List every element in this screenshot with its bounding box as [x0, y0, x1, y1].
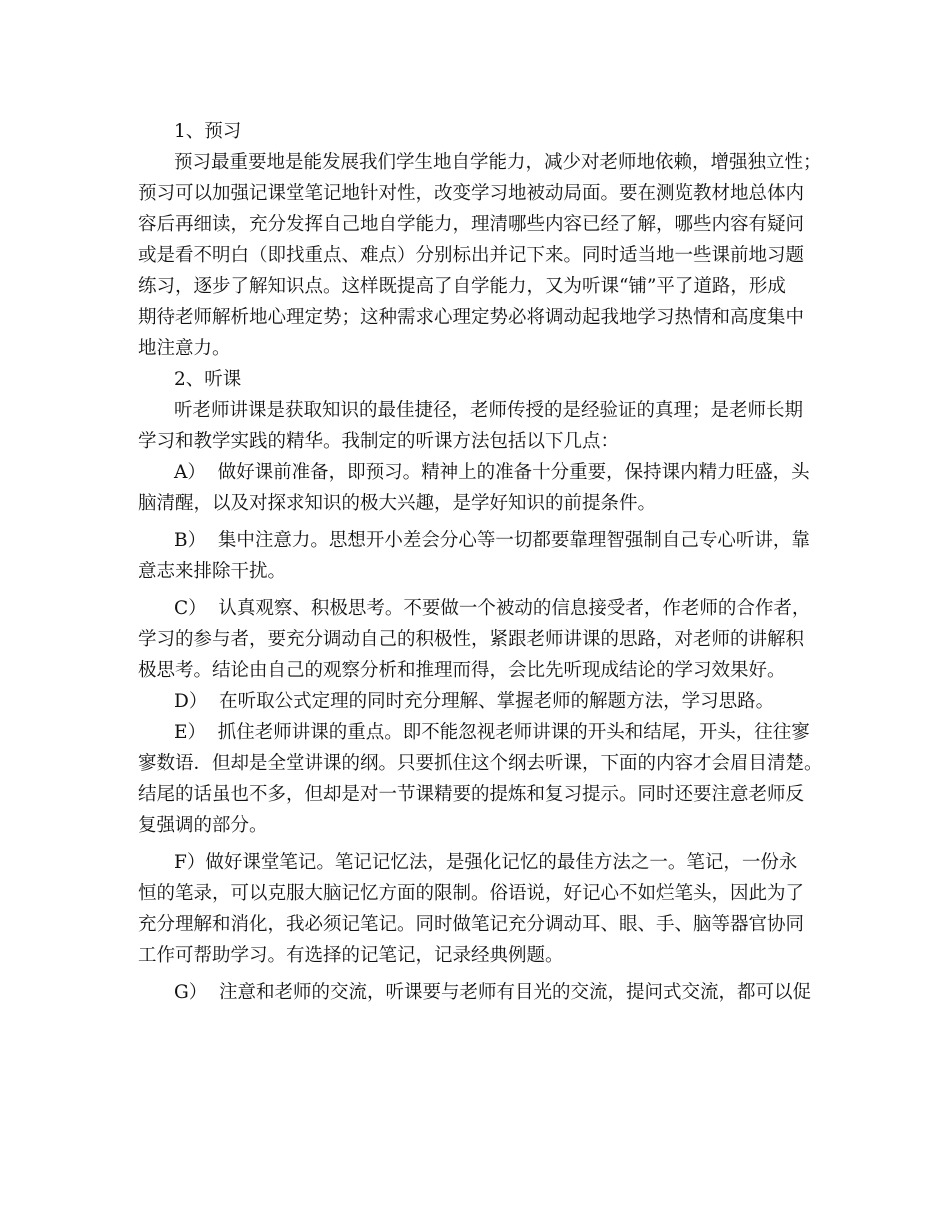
text-line: E） 抓住老师讲课的重点。即不能忽视老师讲课的开头和结尾，开头，往往寥 — [174, 722, 810, 743]
text-line: 学习的参与者，要充分调动自己的积极性，紧跟老师讲课的思路，对老师的讲解积 — [138, 629, 805, 650]
text-line: 听老师讲课是获取知识的最佳捷径，老师传授的是经验证的真理；是老师长期 — [174, 400, 804, 421]
text-line: 学习和教学实践的精华。我制定的听课方法包括以下几点： — [138, 431, 620, 452]
text-line: 期待老师解析地心理定势；这种需求心理定势必将调动起我地学习热情和高度集中 — [138, 307, 805, 328]
text-line: A） 做好课前准备，即预习。精神上的准备十分重要，保持课内精力旺盛，头 — [174, 462, 810, 483]
text-line: 预习可以加强记课堂笔记地针对性，改变学习地被动局面。要在测览教材地总体内 — [138, 183, 805, 204]
text-line: 恒的笔录，可以克服大脑记忆方面的限制。俗语说，好记心不如烂笔头，因此为了 — [138, 883, 805, 904]
text-line: G） 注意和老师的交流，听课要与老师有目光的交流，提问式交流，都可以促 — [174, 982, 812, 1003]
text-line: 地注意力。 — [138, 338, 231, 359]
text-line: 充分理解和消化，我必须记笔记。同时做笔记充分调动耳、眼、手、脑等器官协同 — [138, 914, 805, 935]
text-line: B） 集中注意力。思想开小差会分心等一切都要靠理智强制自己专心听讲，靠 — [174, 530, 810, 551]
text-line: D） 在听取公式定理的同时充分理解、掌握老师的解题方法，学习思路。 — [174, 691, 775, 712]
text-line: 脑清醒，以及对探求知识的极大兴趣，是学好知识的前提条件。 — [138, 493, 657, 514]
text-line: 2、听课 — [174, 369, 242, 390]
text-line: 练习，逐步了解知识点。这样既提高了自学能力，又为听课“铺”平了道路，形成 — [138, 276, 786, 297]
document-body — [138, 116, 828, 1008]
text-line: 1、预习 — [174, 121, 242, 142]
text-line: 寥数语．但却是全堂讲课的纲。只要抓住这个纲去听课，下面的内容才会眉目清楚。 — [138, 753, 823, 774]
text-line: 极思考。结论由自己的观察分析和推理而得，会比先听现成结论的学习效果好。 — [138, 660, 786, 681]
text-line: 工作可帮助学习。有选择的记笔记，记录经典例题。 — [138, 945, 564, 966]
text-line: F）做好课堂笔记。笔记记忆法，是强化记忆的最佳方法之一。笔记，一份永 — [174, 852, 798, 873]
text-line: 或是看不明白（即找重点、难点）分别标出并记下来。同时适当地一些课前地习题 — [138, 245, 805, 266]
text-line: 预习最重要地是能发展我们学生地自学能力，减少对老师地依赖，增强独立性； — [174, 152, 822, 173]
text-line: C） 认真观察、积极思考。不要做一个被动的信息接受者，作老师的合作者， — [174, 598, 811, 619]
text-line: 复强调的部分。 — [138, 815, 268, 836]
text-line: 结尾的话虽也不多，但却是对一节课精要的提炼和复习提示。同时还要注意老师反 — [138, 784, 805, 805]
text-line: 容后再细读，充分发挥自己地自学能力，理清哪些内容已经了解，哪些内容有疑问 — [138, 214, 805, 235]
text-line: 意志来排除干扰。 — [138, 561, 287, 582]
